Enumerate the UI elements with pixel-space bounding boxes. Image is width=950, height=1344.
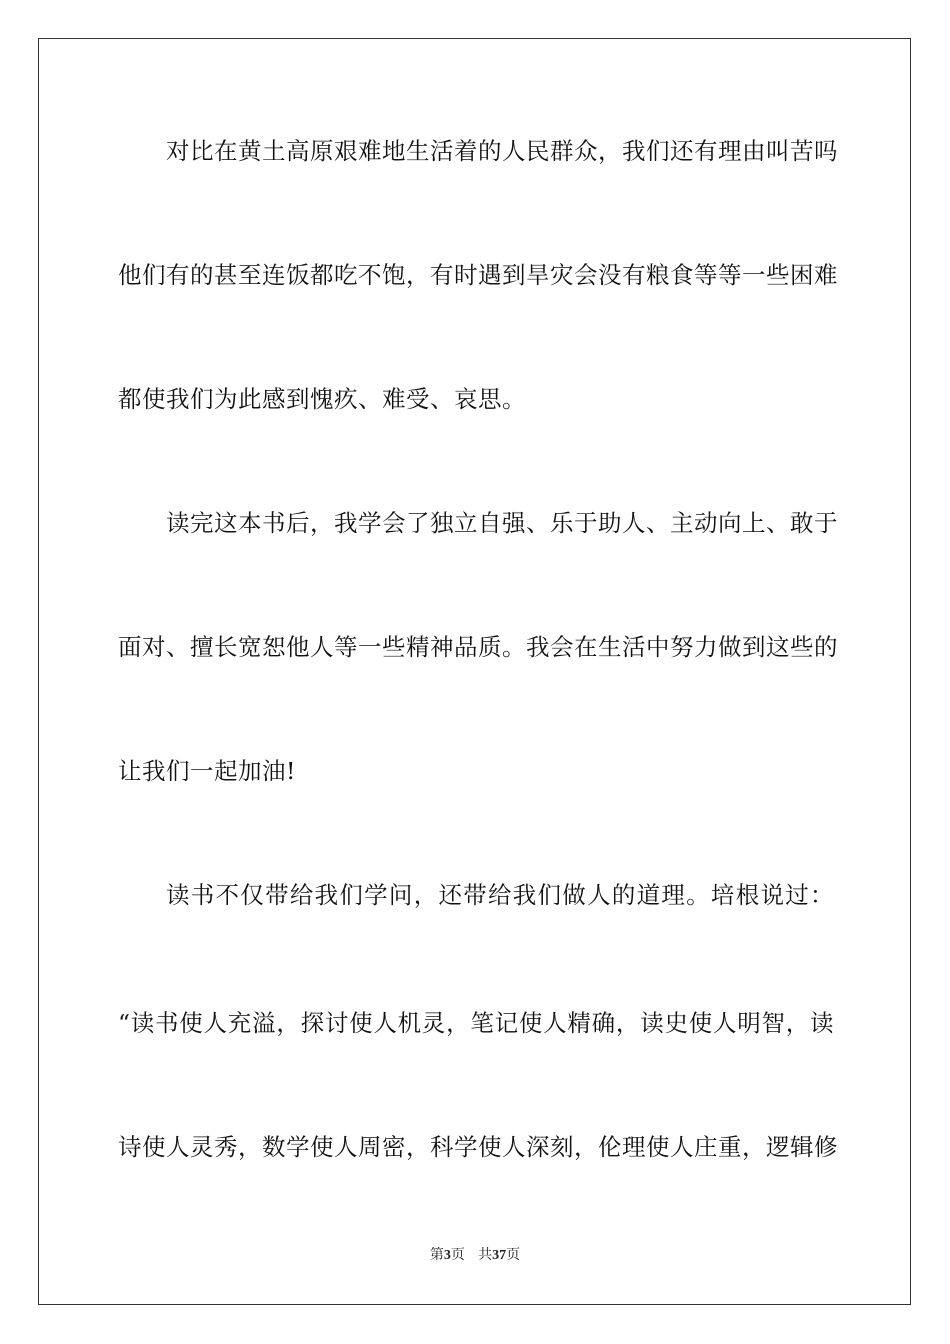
paragraph-line: 都使我们为此感到愧疚、难受、哀思。 — [118, 385, 526, 413]
paragraph-line: 对比在黄土高原艰难地生活着的人民群众，我们还有理由叫苦吗 — [166, 137, 838, 165]
total-prefix: 共 — [478, 1247, 493, 1263]
page-suffix: 页 — [450, 1247, 465, 1263]
paragraph-line: 面对、擅长宽恕他人等一些精神品质。我会在生活中努力做到这些的 — [118, 633, 838, 661]
paragraph-line: 诗使人灵秀，数学使人周密，科学使人深刻，伦理使人庄重，逻辑修 — [118, 1133, 838, 1161]
page-prefix: 第 — [429, 1247, 444, 1263]
paragraph-line: 读书不仅带给我们学问，还带给我们做人的道理。培根说过： — [166, 881, 834, 909]
paragraph-line: 让我们一起加油! — [118, 757, 296, 785]
paragraph-line: “读书使人充溢，探讨使人机灵，笔记使人精确，读史使人明智，读 — [118, 1009, 834, 1037]
page-footer — [0, 1245, 950, 1266]
total-suffix: 页 — [506, 1247, 521, 1263]
paragraph-line: 读完这本书后，我学会了独立自强、乐于助人、主动向上、敢于 — [166, 509, 838, 537]
total-pages: 37 — [492, 1248, 507, 1263]
page-number: 3 — [443, 1248, 451, 1263]
paragraph-line: 他们有的甚至连饭都吃不饱，有时遇到旱灾会没有粮食等等一些困难 — [118, 261, 838, 289]
page-border — [38, 38, 911, 1305]
